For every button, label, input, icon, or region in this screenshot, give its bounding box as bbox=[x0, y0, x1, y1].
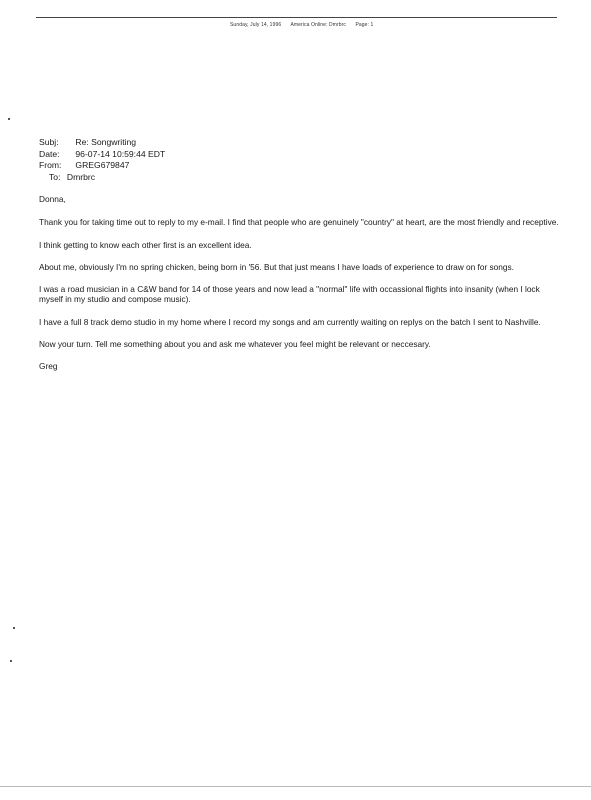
to-value: Dmrbrc bbox=[66, 171, 96, 182]
to-label: To: bbox=[49, 171, 61, 182]
scan-speck bbox=[13, 627, 15, 629]
subject-row bbox=[39, 137, 165, 149]
to-row bbox=[39, 172, 165, 184]
subject-value: Re: Songwriting bbox=[75, 137, 137, 147]
bottom-scan-edge bbox=[0, 786, 591, 787]
greeting: Donna, bbox=[39, 194, 66, 204]
from-label: From: bbox=[39, 160, 62, 170]
email-headers bbox=[39, 137, 165, 183]
date-label: Date: bbox=[39, 148, 60, 159]
paragraph: I have a full 8 track demo studio in my home where I record my songs and am currently waiting on replys on the batch I sent to Nashville. bbox=[39, 316, 541, 327]
top-rule bbox=[36, 17, 557, 18]
paragraph: Thank you for taking time out to reply to my e-mail. I find that people who are genuinely "country" at heart, are the most friendly and receptive. bbox=[39, 217, 559, 228]
email-body bbox=[39, 194, 564, 384]
paragraph: About me, obviously I'm no spring chicken, being born in '56. But that just means I have loads of experience to draw on for songs. bbox=[39, 261, 514, 272]
from-value: GREG679847 bbox=[75, 160, 130, 170]
date-row bbox=[39, 149, 165, 161]
scan-speck bbox=[8, 118, 10, 120]
signature: Greg bbox=[39, 361, 58, 372]
print-header bbox=[230, 22, 381, 28]
print-service: America Online: Dmrbrc bbox=[290, 22, 346, 28]
from-row bbox=[39, 160, 165, 172]
date-value: 96-07-14 10:59:44 EDT bbox=[75, 148, 166, 159]
paragraph: I think getting to know each other first is an excellent idea. bbox=[39, 239, 252, 250]
paragraph: I was a road musician in a C&W band for 14 of those years and now lead a "normal" life with occassional flights into insanity (when I lock myself in my studio and compose music). bbox=[39, 284, 540, 305]
paragraph: Now your turn. Tell me something about you and ask me whatever you feel might be relevant or neccesary. bbox=[39, 339, 431, 350]
scan-speck bbox=[10, 660, 12, 662]
subject-label: Subj: bbox=[39, 137, 59, 147]
print-page-number: Page: 1 bbox=[355, 22, 374, 28]
print-date: Sunday, July 14, 1996 bbox=[230, 22, 282, 28]
